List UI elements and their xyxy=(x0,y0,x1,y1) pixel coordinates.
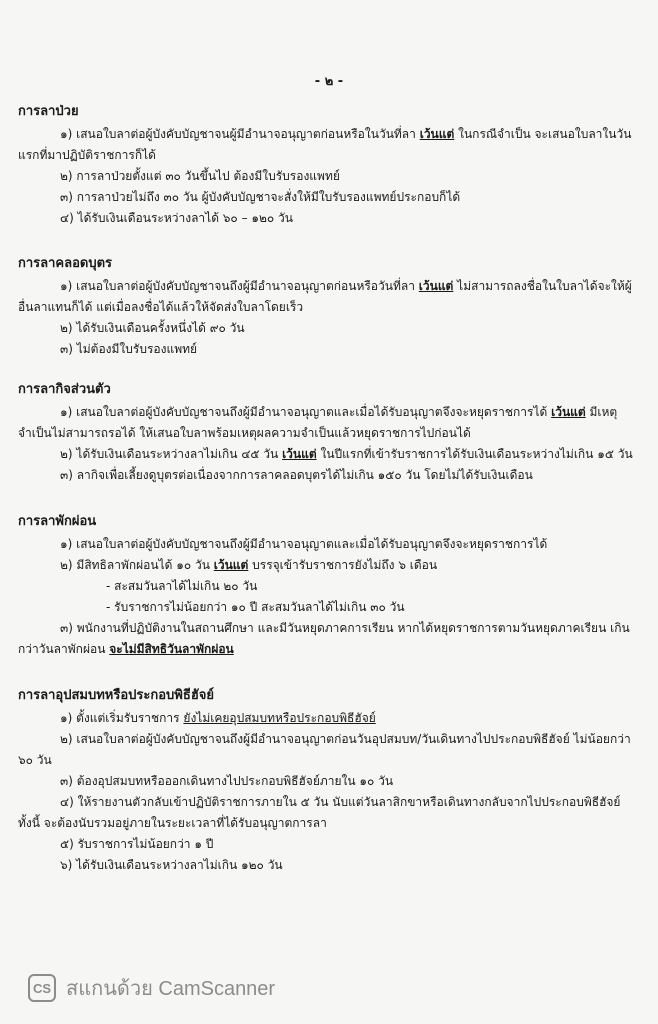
camscanner-watermark xyxy=(28,972,275,1004)
section-sick-leave xyxy=(18,102,638,229)
sick-leave-heading: การลาป่วย xyxy=(18,104,79,119)
camscanner-text: สแกนด้วย CamScanner xyxy=(66,978,276,1000)
personal-leave-heading: การลากิจส่วนตัว xyxy=(18,382,111,397)
personal-leave-item-2: ๒) ได้รับเงินเดือนระหว่างลาไม่เกิน ๔๕ วัน เว้นแต่ ในปีแรกที่เข้ารับราชการได้รับเงินเดือนระหว่างไม่เกิน ๑๕ วัน xyxy=(60,447,633,461)
maternity-leave-item-2: ๒) ได้รับเงินเดือนครั้งหนึ่งได้ ๙๐ วัน xyxy=(60,321,245,335)
ordination-leave-item-4: ๔) ให้รายงานตัวกลับเข้าปฏิบัติราชการภายใน ๕ วัน นับแต่วันลาสิกขาหรือเดินทางกลับจากไปประกอบพิธีฮัจย์ ทั้งนี้ จะต้องนับรวมอยู่ภายในระยะเวลาที่ได้รับอนุญาตการลา xyxy=(18,795,621,830)
ordination-leave-heading: การลาอุปสมบทหรือประกอบพิธีฮัจย์ xyxy=(18,688,214,703)
sick-leave-item-3: ๓) การลาป่วยไม่ถึง ๓๐ วัน ผู้บังคับบัญชาจะสั่งให้มีใบรับรองแพทย์ประกอบก็ได้ xyxy=(60,190,461,204)
maternity-leave-item-1: ๑) เสนอใบลาต่อผู้บังคับบัญชาจนถึงผู้มีอำนาจอนุญาตก่อนหรือวันที่ลา เว้นแต่ ไม่สามารถลงชื่อในใบลาได้จะให้ผู้อื่นลาแทนก็ได้ แต่เมื่อลงชื่อได้แล้วให้จัดส่งใบลาโดยเร็ว xyxy=(18,279,632,314)
page-number: - ๒ - xyxy=(314,74,344,89)
section-vacation-leave xyxy=(18,512,638,660)
ordination-leave-item-6: ๖) ได้รับเงินเดือนระหว่างลาไม่เกิน ๑๒๐ วัน xyxy=(60,858,283,872)
camscanner-logo-icon: CS xyxy=(28,974,56,1002)
ordination-leave-item-3: ๓) ต้องอุปสมบทหรือออกเดินทางไปประกอบพิธีฮัจย์ภายใน ๑๐ วัน xyxy=(60,774,394,788)
maternity-leave-heading: การลาคลอดบุตร xyxy=(18,256,113,271)
personal-leave-item-1: ๑) เสนอใบลาต่อผู้บังคับบัญชาจนถึงผู้มีอำนาจอนุญาตและเมื่อได้รับอนุญาตจึงจะหยุดราชการได้ เว้นแต่ มีเหตุจำเป็นไม่สามารถรอได้ ให้เสนอใบลาพร้อมเหตุผลความจำเป็นแล้วหยุดราชการไปก่อนได้ xyxy=(18,405,618,440)
maternity-leave-item-3: ๓) ไม่ต้องมีใบรับรองแพทย์ xyxy=(60,342,198,356)
vacation-leave-item-3: ๓) พนักงานที่ปฏิบัติงานในสถานศึกษา และมีวันหยุดภาคการเรียน หากได้หยุดราชการตามวันหยุดภาคเรียน เกินกว่าวันลาพักผ่อน จะไม่มีสิทธิวันลาพักผ่อน xyxy=(18,621,630,656)
vacation-leave-heading: การลาพักผ่อน xyxy=(18,514,97,529)
vacation-leave-item-2: ๒) มีสิทธิลาพักผ่อนได้ ๑๐ วัน เว้นแต่ บรรจุเข้ารับราชการยังไม่ถึง ๖ เดือน xyxy=(60,558,438,572)
personal-leave-item-3: ๓) ลากิจเพื่อเลี้ยงดูบุตรต่อเนื่องจากการลาคลอดบุตรได้ไม่เกิน ๑๕๐ วัน โดยไม่ได้รับเงินเดือน xyxy=(60,468,533,482)
vacation-leave-sub-2: - รับราชการไม่น้อยกว่า ๑๐ ปี สะสมวันลาได้ไม่เกิน ๓๐ วัน xyxy=(106,600,405,614)
section-maternity-leave xyxy=(18,254,638,360)
ordination-leave-item-5: ๕) รับราชการไม่น้อยกว่า ๑ ปี xyxy=(60,837,214,851)
section-personal-leave xyxy=(18,380,638,486)
section-ordination-leave xyxy=(18,686,638,876)
sick-leave-item-4: ๔) ได้รับเงินเดือนระหว่างลาได้ ๖๐ – ๑๒๐ วัน xyxy=(60,211,293,225)
ordination-leave-item-2: ๒) เสนอใบลาต่อผู้บังคับบัญชาจนถึงผู้มีอำนาจอนุญาตก่อนวันอุปสมบท/วันเดินทางไปประกอบพิธีฮัจย์ ไม่น้อยกว่า ๖๐ วัน xyxy=(18,732,631,767)
sick-leave-item-2: ๒) การลาป่วยตั้งแต่ ๓๐ วันขึ้นไป ต้องมีใบรับรองแพทย์ xyxy=(60,169,340,183)
vacation-leave-sub-1: - สะสมวันลาได้ไม่เกิน ๒๐ วัน xyxy=(106,579,258,593)
sick-leave-item-1: ๑) เสนอใบลาต่อผู้บังคับบัญชาจนผู้มีอำนาจอนุญาตก่อนหรือในวันที่ลา เว้นแต่ ในกรณีจำเป็น จะเสนอใบลาในวันแรกที่มาปฏิบัติราชการก็ได้ xyxy=(18,127,632,162)
ordination-leave-item-1: ๑) ตั้งแต่เริ่มรับราชการ ยังไม่เคยอุปสมบทหรือประกอบพิธีฮัจย์ xyxy=(60,711,376,725)
vacation-leave-item-1: ๑) เสนอใบลาต่อผู้บังคับบัญชาจนถึงผู้มีอำนาจอนุญาตและเมื่อได้รับอนุญาตจึงจะหยุดราชการได้ xyxy=(60,537,548,551)
